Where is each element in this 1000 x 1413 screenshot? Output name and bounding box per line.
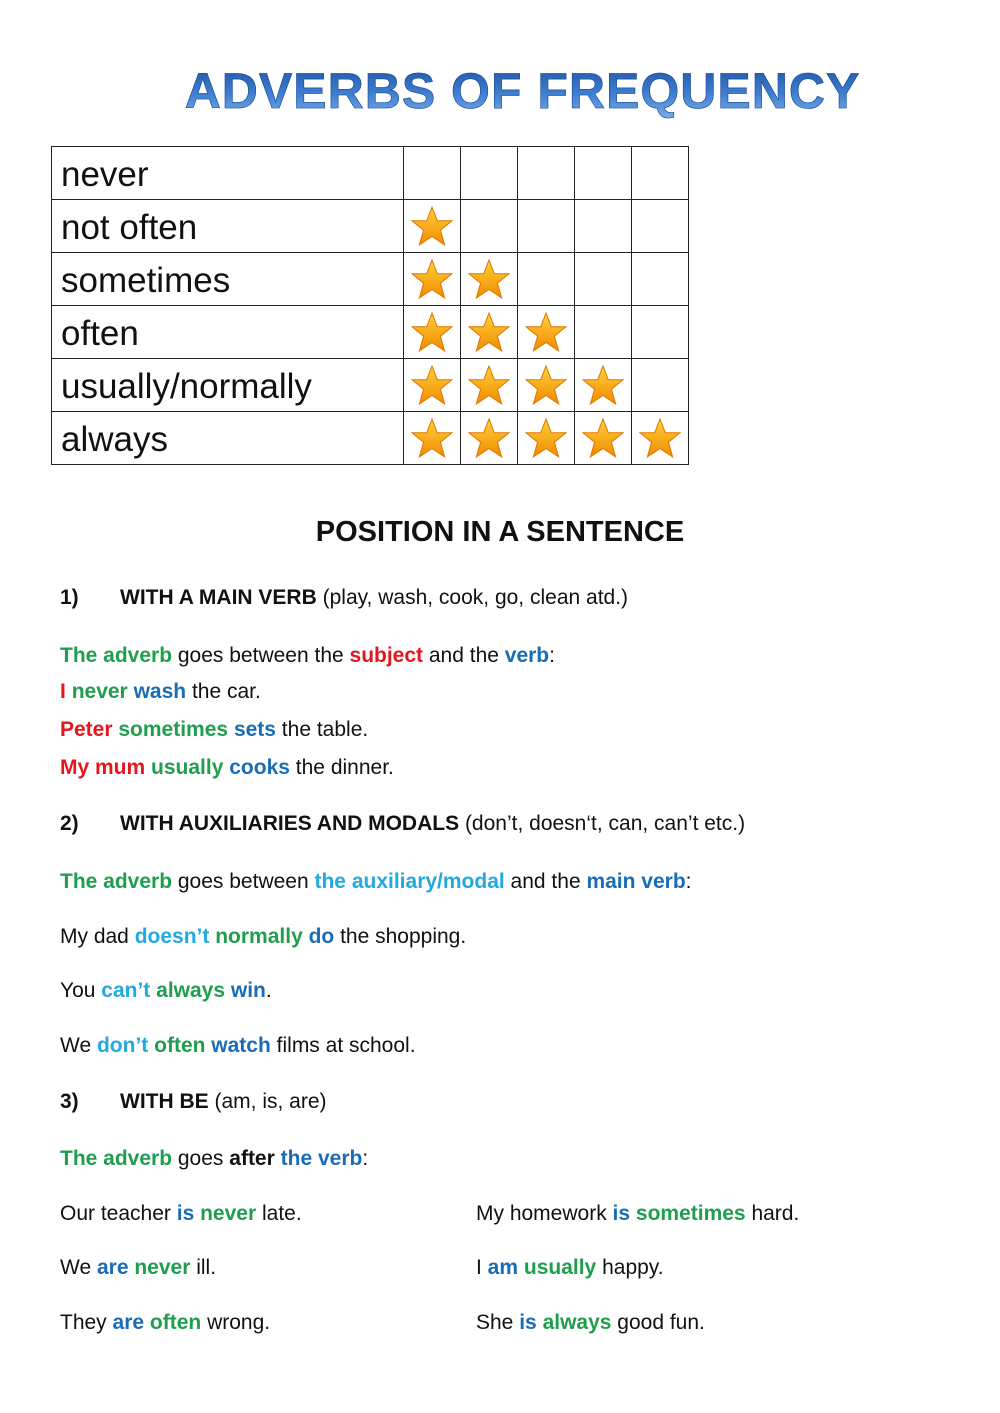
star-icon <box>468 376 510 393</box>
star-cell <box>461 147 518 200</box>
section-title: WITH A MAIN VERB <box>120 586 317 609</box>
text-line <box>476 1311 705 1335</box>
text-segment: films at school. <box>270 1034 416 1057</box>
adverb-label: always <box>52 412 404 465</box>
text-segment: usually <box>523 1256 597 1279</box>
frequency-row <box>52 306 689 359</box>
text-segment: often <box>154 1034 206 1057</box>
text-segment: is <box>519 1311 537 1334</box>
text-segment: (don’t, doesn‘t, can, can’t etc.) <box>459 812 746 835</box>
star-icon <box>525 376 567 393</box>
text-line <box>60 1311 270 1335</box>
text-segment: never <box>200 1202 257 1225</box>
text-segment: The adverb <box>60 1147 173 1170</box>
text-line <box>60 756 394 780</box>
text-line <box>476 1202 799 1226</box>
star-cell <box>518 412 575 465</box>
star-cell <box>404 147 461 200</box>
text-segment: My homework <box>476 1202 613 1225</box>
section-heading: POSITION IN A SENTENCE <box>315 516 685 548</box>
star-icon <box>468 429 510 446</box>
section-title: WITH BE <box>120 1090 209 1113</box>
text-segment: We <box>60 1034 97 1057</box>
star-cell <box>575 147 632 200</box>
text-segment: sometimes <box>635 1202 746 1225</box>
text-segment: usually <box>151 756 224 779</box>
text-segment: sometimes <box>118 718 229 741</box>
frequency-row <box>52 200 689 253</box>
text-segment: always <box>542 1311 612 1334</box>
text-segment: do <box>308 925 335 948</box>
star-cell <box>518 306 575 359</box>
text-segment: good fun. <box>611 1311 705 1334</box>
text-segment: subject <box>349 644 424 667</box>
star-icon <box>411 429 453 446</box>
star-cell <box>632 412 689 465</box>
text-segment: She <box>476 1311 520 1334</box>
star-icon <box>639 429 681 446</box>
star-cell <box>461 412 518 465</box>
section-title: WITH AUXILIARIES AND MODALS <box>120 812 460 835</box>
text-segment: ill. <box>190 1256 217 1279</box>
text-segment: (play, wash, cook, go, clean atd.) <box>316 586 629 609</box>
text-segment: : <box>549 644 555 667</box>
star-cell <box>518 147 575 200</box>
text-segment: win <box>230 979 266 1002</box>
text-line <box>60 1034 416 1058</box>
text-segment: don’t <box>96 1034 149 1057</box>
text-segment: (am, is, are) <box>208 1090 327 1113</box>
text-segment: doesn’t <box>134 925 210 948</box>
section-number: 2) <box>60 812 79 835</box>
section-number: 3) <box>60 1090 79 1113</box>
text-segment: the dinner. <box>289 756 394 779</box>
page-title: ADVERBS OF FREQUENCY <box>0 62 1000 120</box>
text-segment: Peter <box>60 718 113 741</box>
star-cell <box>404 412 461 465</box>
text-segment: are <box>96 1256 129 1279</box>
text-segment: Our teacher <box>60 1202 177 1225</box>
text-line <box>60 586 628 610</box>
adverb-label: often <box>52 306 404 359</box>
text-segment: You <box>60 979 102 1002</box>
star-cell <box>575 412 632 465</box>
text-segment: always <box>156 979 226 1002</box>
adverb-label: never <box>52 147 404 200</box>
text-segment: cooks <box>229 756 290 779</box>
text-segment: are <box>112 1311 145 1334</box>
star-cell <box>518 200 575 253</box>
text-segment: My dad <box>60 925 135 948</box>
text-segment: never <box>134 1256 191 1279</box>
star-cell <box>575 306 632 359</box>
frequency-row <box>52 253 689 306</box>
star-cell <box>461 306 518 359</box>
star-cell <box>461 253 518 306</box>
text-segment: the shopping. <box>334 925 467 948</box>
star-cell <box>575 359 632 412</box>
text-segment: the car. <box>186 680 261 703</box>
text-line <box>60 1256 216 1280</box>
frequency-row <box>52 412 689 465</box>
text-line <box>60 1090 327 1114</box>
text-segment: the verb <box>280 1147 363 1170</box>
text-segment: late. <box>256 1202 302 1225</box>
star-cell <box>632 200 689 253</box>
text-line <box>60 812 745 836</box>
text-segment: and the <box>504 870 587 893</box>
text-segment: I <box>476 1256 488 1279</box>
text-line <box>60 718 368 742</box>
text-segment: goes between the <box>172 644 350 667</box>
star-icon <box>468 323 510 340</box>
text-segment: and the <box>423 644 505 667</box>
star-cell <box>575 253 632 306</box>
text-segment: often <box>149 1311 202 1334</box>
star-icon <box>411 217 453 234</box>
text-segment: We <box>60 1256 97 1279</box>
star-icon <box>525 323 567 340</box>
text-segment: I <box>60 680 66 703</box>
text-segment: . <box>265 979 272 1002</box>
frequency-row <box>52 147 689 200</box>
text-segment: normally <box>215 925 303 948</box>
text-line <box>60 1202 302 1226</box>
text-line <box>476 1256 664 1280</box>
star-cell <box>461 200 518 253</box>
text-line <box>60 680 261 704</box>
star-icon <box>468 270 510 287</box>
text-segment: sets <box>233 718 276 741</box>
text-segment: My mum <box>60 756 146 779</box>
star-cell <box>404 253 461 306</box>
star-cell <box>518 253 575 306</box>
frequency-row <box>52 359 689 412</box>
star-icon <box>582 376 624 393</box>
star-cell <box>632 306 689 359</box>
text-line <box>60 925 466 949</box>
frequency-table <box>51 146 689 465</box>
text-segment: : <box>362 1147 369 1170</box>
star-cell <box>461 359 518 412</box>
text-segment: The adverb <box>60 870 173 893</box>
star-cell <box>632 147 689 200</box>
text-segment: can’t <box>101 979 151 1002</box>
star-icon <box>411 323 453 340</box>
text-segment: hard. <box>745 1202 800 1225</box>
text-line <box>60 644 555 668</box>
text-segment: never <box>71 680 128 703</box>
text-segment: is <box>176 1202 195 1225</box>
text-segment: wrong. <box>201 1311 271 1334</box>
text-segment: after <box>229 1147 275 1170</box>
adverb-label: sometimes <box>52 253 404 306</box>
text-segment: : <box>685 870 692 893</box>
text-segment: They <box>60 1311 113 1334</box>
text-segment: am <box>487 1256 519 1279</box>
star-cell <box>632 253 689 306</box>
text-line <box>60 979 272 1003</box>
star-cell <box>632 359 689 412</box>
text-line <box>60 870 692 894</box>
text-segment: watch <box>211 1034 271 1057</box>
star-icon <box>411 376 453 393</box>
star-icon <box>582 429 624 446</box>
star-cell <box>518 359 575 412</box>
star-cell <box>575 200 632 253</box>
star-cell <box>404 200 461 253</box>
section-number: 1) <box>60 586 79 609</box>
text-segment: the table. <box>275 718 369 741</box>
text-segment: main verb <box>586 870 686 893</box>
text-segment: happy. <box>596 1256 664 1279</box>
text-segment: goes between <box>172 870 315 893</box>
star-cell <box>404 359 461 412</box>
star-cell <box>404 306 461 359</box>
text-segment: is <box>612 1202 631 1225</box>
text-segment: The adverb <box>60 644 173 667</box>
adverb-label: not often <box>52 200 404 253</box>
star-icon <box>525 429 567 446</box>
text-segment: wash <box>133 680 187 703</box>
text-segment: goes <box>172 1147 230 1170</box>
star-icon <box>411 270 453 287</box>
text-segment: verb <box>504 644 550 667</box>
text-segment: the auxiliary/modal <box>314 870 505 893</box>
text-line <box>60 1147 368 1171</box>
adverb-label: usually/normally <box>52 359 404 412</box>
